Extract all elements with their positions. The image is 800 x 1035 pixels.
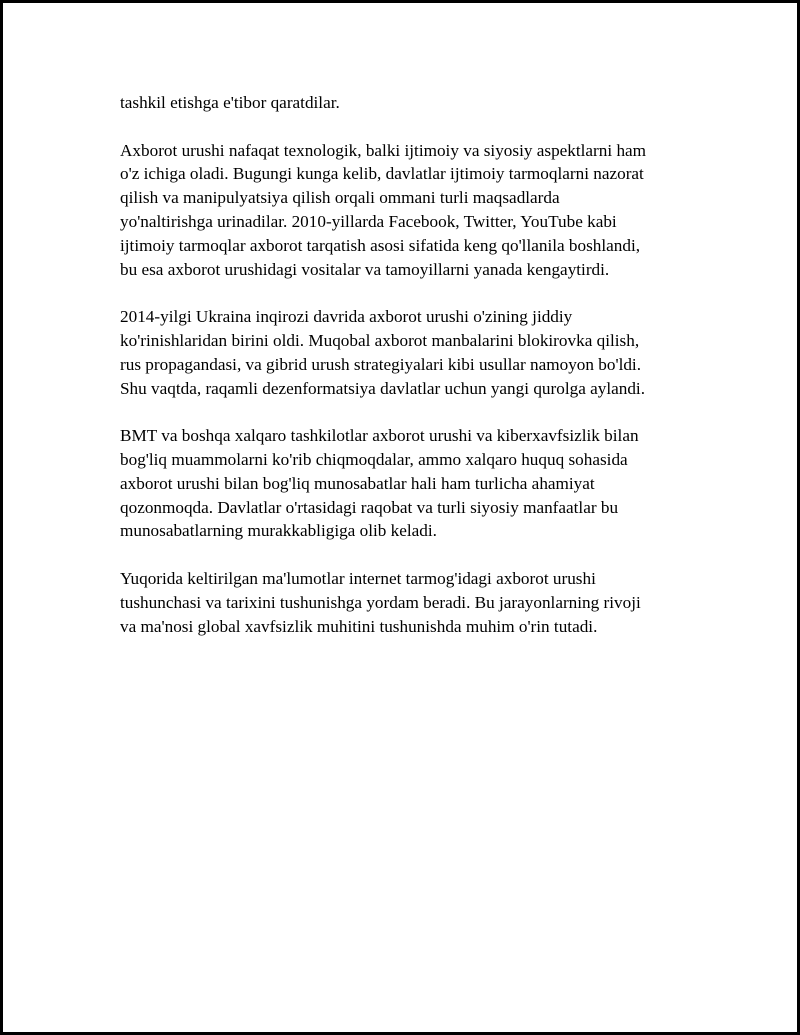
text-line: axborot urushi bilan bog'liq munosabatlar hali ham turlicha ahamiyat <box>120 473 595 493</box>
text-line: ko'rinishlaridan birini oldi. Muqobal axborot manbalarini blokirovka qilish, <box>120 330 640 350</box>
text-line: ijtimoiy tarmoqlar axborot tarqatish asosi sifatida keng qo'llanila boshlandi, <box>120 235 641 255</box>
paragraph-5 <box>120 567 695 638</box>
text-line: bog'liq muammolarni ko'rib chiqmoqdalar, ammo xalqaro huquq sohasida <box>120 449 628 469</box>
text-line: Yuqorida keltirilgan ma'lumotlar internet tarmog'idagi axborot urushi <box>120 568 596 588</box>
text-line: munosabatlarning murakkabligiga olib keladi. <box>120 521 437 541</box>
paragraph-3 <box>120 305 695 400</box>
text-line: qozonmoqda. Davlatlar o'rtasidagi raqobat va turli siyosiy manfaatlar bu <box>120 497 619 517</box>
text-line: Shu vaqtda, raqamli dezenformatsiya davlatlar uchun yangi qurolga aylandi. <box>120 378 645 398</box>
text-line: rus propagandasi, va gibrid urush strategiyalari kibi usullar namoyon bo'ldi. <box>120 354 642 374</box>
document-body <box>120 91 695 662</box>
paragraph-2 <box>120 139 695 282</box>
text-line: o'z ichiga oladi. Bugungi kunga kelib, davlatlar ijtimoiy tarmoqlarni nazorat <box>120 164 644 184</box>
paragraph-4 <box>120 424 695 543</box>
text-line: tushunchasi va tarixini tushunishga yordam beradi. Bu jarayonlarning rivoji <box>120 592 641 612</box>
text-line: 2014-yilgi Ukraina inqirozi davrida axborot urushi o'zining jiddiy <box>120 307 573 327</box>
text-line: BMT va boshqa xalqaro tashkilotlar axborot urushi va kiberxavfsizlik bilan <box>120 426 639 446</box>
text-line: bu esa axborot urushidagi vositalar va tamoyillarni yanada kengaytirdi. <box>120 259 610 279</box>
paragraph-1 <box>120 91 695 115</box>
text-line: tashkil etishga e'tibor qaratdilar. <box>120 93 340 112</box>
text-line: yo'naltirishga urinadilar. 2010-yillarda Facebook, Twitter, YouTube kabi <box>120 211 617 231</box>
text-line: qilish va manipulyatsiya qilish orqali ommani turli maqsadlarda <box>120 188 560 208</box>
text-line: Axborot urushi nafaqat texnologik, balki ijtimoiy va siyosiy aspektlarni ham <box>120 140 647 160</box>
text-line: va ma'nosi global xavfsizlik muhitini tushunishda muhim o'rin tutadi. <box>120 616 598 636</box>
